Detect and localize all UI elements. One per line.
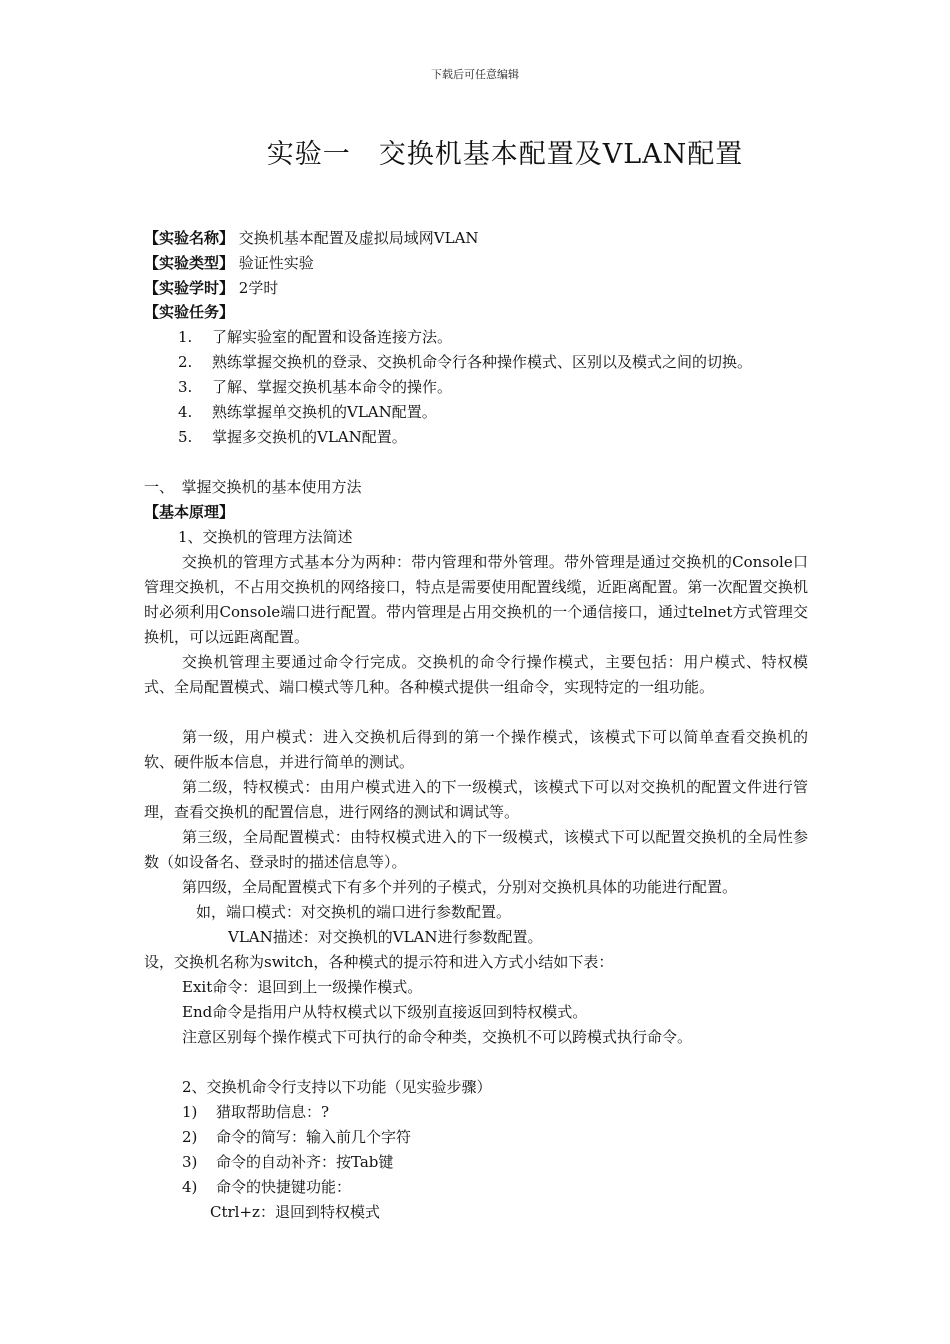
line-switch-name: 设，交换机名称为switch，各种模式的提示符和进入方式小结如下表： xyxy=(144,953,614,971)
experiment-hours-value: 2学时 xyxy=(238,279,279,297)
paragraph-text: 交换机管理主要通过命令行完成。交换机的命令行操作模式，主要包括：用户模式、特权模式、全局配置模式、端口模式等几种。各种模式提供一组命令，实现特定的一组功能。 xyxy=(144,653,808,696)
experiment-name-row xyxy=(144,226,479,251)
paragraph-text: 第一级，用户模式：进入交换机后得到的第一个操作模式，该模式下可以简单查看交换机的软、硬件版本信息，并进行简单的测试。 xyxy=(144,728,808,771)
paragraph-text: 第四级，全局配置模式下有多个并列的子模式，分别对交换机具体的功能进行配置。 xyxy=(182,878,738,896)
feature-item xyxy=(182,1100,329,1125)
principle-label: 【基本原理】 xyxy=(144,503,235,521)
section-heading: 一、 掌握交换机的基本使用方法 xyxy=(144,478,362,496)
experiment-type-row xyxy=(144,251,314,276)
page-header: 下载后可任意编辑 xyxy=(431,68,519,81)
paragraph-cli xyxy=(144,650,808,700)
task-text: 了解、掌握交换机基本命令的操作。 xyxy=(212,378,453,396)
experiment-task-label: 【实验任务】 xyxy=(144,303,235,321)
feature-number: 1) xyxy=(182,1103,198,1121)
task-number: 1. xyxy=(178,328,193,346)
task-item xyxy=(178,325,452,350)
task-text: 掌握多交换机的VLAN配置。 xyxy=(212,428,407,446)
task-text: 熟练掌握交换机的登录、交换机命令行各种操作模式、区别以及模式之间的切换。 xyxy=(212,353,753,371)
feature-item xyxy=(182,1125,411,1150)
page-title: 实验一 交换机基本配置及VLAN配置 xyxy=(266,139,744,170)
experiment-hours-row xyxy=(144,276,278,301)
task-number: 3. xyxy=(178,378,193,396)
task-item xyxy=(178,350,752,375)
paragraph-level-2 xyxy=(144,775,808,825)
subsection-heading-2: 2、交换机命令行支持以下功能（见实验步骤） xyxy=(182,1078,492,1096)
feature-number: 4) xyxy=(182,1178,198,1196)
paragraph-text: 第二级，特权模式：由用户模式进入的下一级模式，该模式下可以对交换机的配置文件进行管理，查看交换机的配置信息，进行网络的测试和调试等。 xyxy=(144,778,808,821)
feature-number: 3) xyxy=(182,1153,198,1171)
line-port-mode: 如，端口模式：对交换机的端口进行参数配置。 xyxy=(196,903,512,921)
paragraph-level-3 xyxy=(144,825,808,875)
experiment-name-value: 交换机基本配置及虚拟局域网VLAN xyxy=(238,229,479,247)
task-number: 5. xyxy=(178,428,193,446)
feature-text: 命令的简写：输入前几个字符 xyxy=(216,1128,412,1146)
task-item xyxy=(178,400,437,425)
task-number: 2. xyxy=(178,353,193,371)
feature-text: 命令的自动补齐：按Tab键 xyxy=(216,1153,394,1171)
experiment-type-value: 验证性实验 xyxy=(238,254,314,272)
feature-number: 2) xyxy=(182,1128,198,1146)
line-note: 注意区别每个操作模式下可执行的命令种类，交换机不可以跨模式执行命令。 xyxy=(182,1028,693,1046)
task-text: 了解实验室的配置和设备连接方法。 xyxy=(212,328,453,346)
task-item xyxy=(178,375,452,400)
line-end-command: End命令是指用户从特权模式以下级别直接返回到特权模式。 xyxy=(182,1003,588,1021)
experiment-name-label: 【实验名称】 xyxy=(144,229,235,247)
subsection-heading-1: 1、交换机的管理方法简述 xyxy=(178,528,353,546)
feature-text: 命令的快捷键功能： xyxy=(216,1178,352,1196)
shortcut-ctrl-z: Ctrl+z：退回到特权模式 xyxy=(210,1203,380,1221)
task-text: 熟练掌握单交换机的VLAN配置。 xyxy=(212,403,437,421)
paragraph-level-4 xyxy=(144,875,808,900)
paragraph-management xyxy=(144,550,808,650)
paragraph-text: 第三级，全局配置模式：由特权模式进入的下一级模式，该模式下可以配置交换机的全局性参数（如设备名、登录时的描述信息等）。 xyxy=(144,828,808,871)
feature-text: 猎取帮助信息：? xyxy=(216,1103,330,1121)
experiment-hours-label: 【实验学时】 xyxy=(144,279,235,297)
paragraph-text: 交换机的管理方式基本分为两种：带内管理和带外管理。带外管理是通过交换机的Console口管理交换机，不占用交换机的网络接口，特点是需要使用配置线缆，近距离配置。第一次配置交换机时必须利用Console端口进行配置。带内管理是占用交换机的一个通信接口，通过telnet方式管理交换机，可以远距离配置。 xyxy=(144,553,808,646)
experiment-type-label: 【实验类型】 xyxy=(144,254,235,272)
task-item xyxy=(178,425,407,450)
line-vlan-desc: VLAN描述：对交换机的VLAN进行参数配置。 xyxy=(228,928,543,946)
feature-item xyxy=(182,1175,351,1200)
line-exit-command: Exit命令：退回到上一级操作模式。 xyxy=(182,978,423,996)
feature-item xyxy=(182,1150,393,1175)
paragraph-level-1 xyxy=(144,725,808,775)
task-number: 4. xyxy=(178,403,193,421)
